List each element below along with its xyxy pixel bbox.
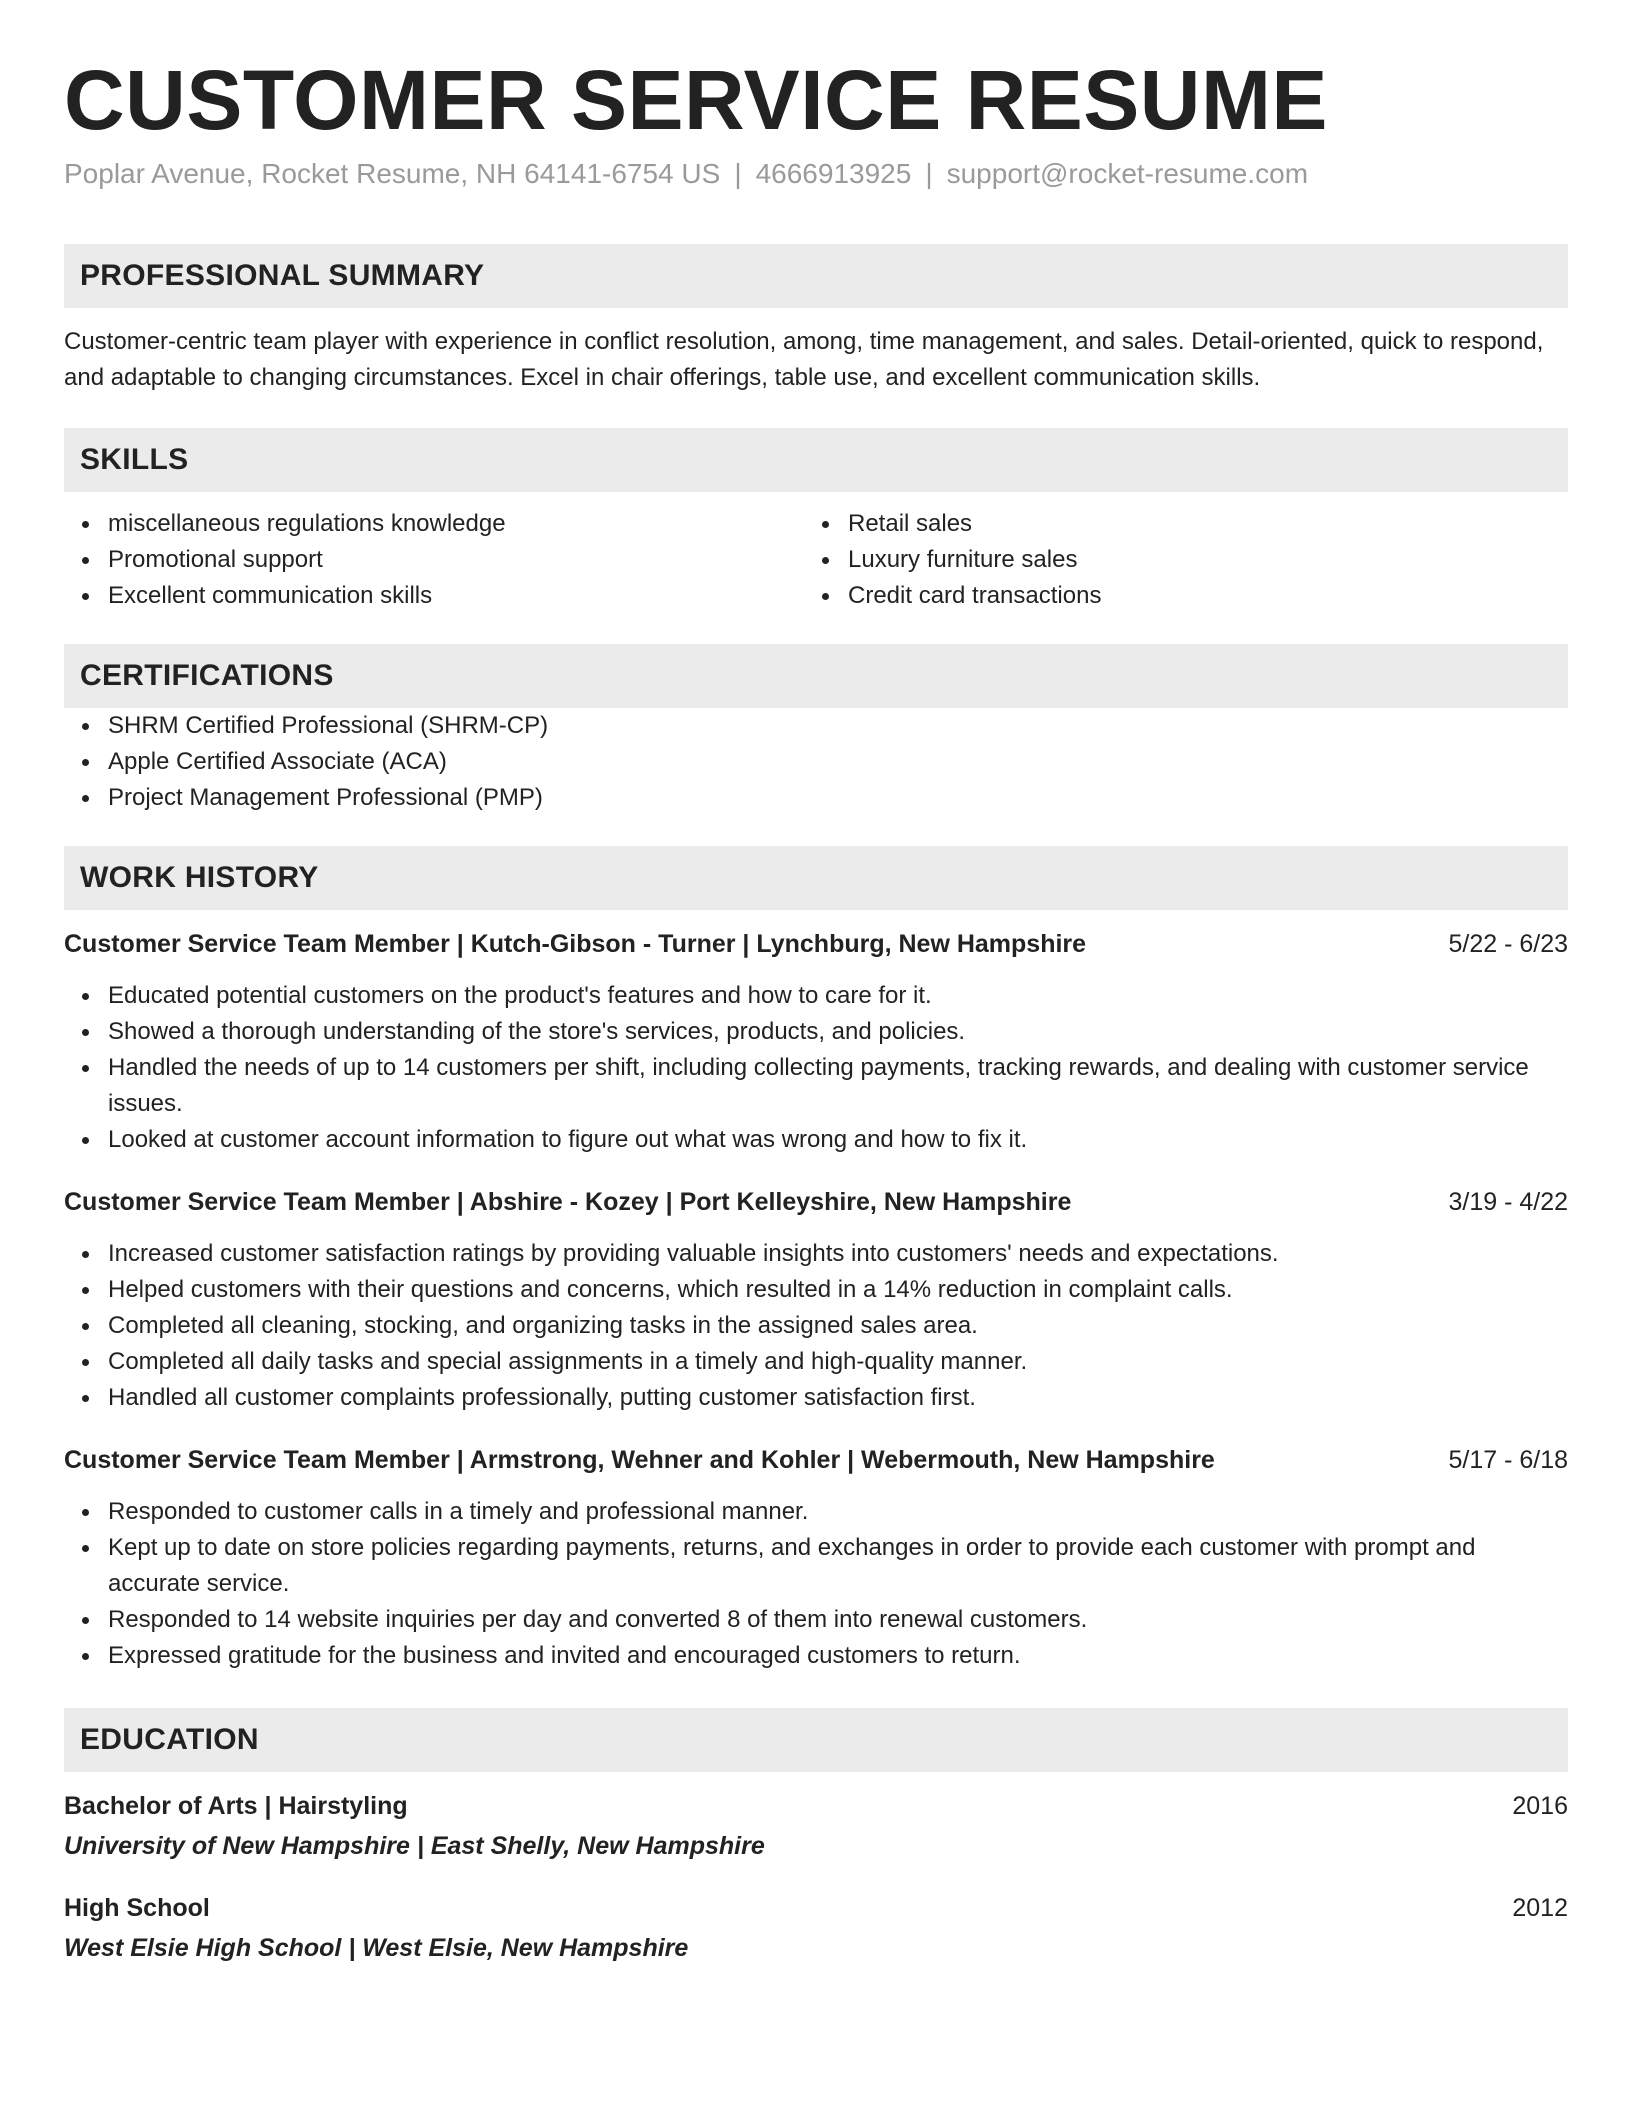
education-degree: High School [64,1893,210,1922]
skills-heading: SKILLS [64,428,1568,492]
education-year: 2012 [1512,1893,1568,1922]
job-dates: 5/22 - 6/23 [1448,929,1568,958]
skills-grid [64,506,1568,614]
job-bullet: Completed all daily tasks and special assignments in a timely and high-quality manner. [108,1344,1568,1380]
certification-item: Project Management Professional (PMP) [108,780,1568,816]
summary-text: Customer-centric team player with experience in conflict resolution, among, time management, and sales. Detail-oriented, quick to respond, and adaptable to changing circumstances. Excel in chair offerings, table use, and excellent communication skills. [64,327,1544,391]
education-degree: Bachelor of Arts | Hairstyling [64,1791,408,1820]
education-school: West Elsie High School | West Elsie, New Hampshire [64,1933,689,1962]
education-year: 2016 [1512,1791,1568,1820]
work-history-heading: WORK HISTORY [64,846,1568,910]
job-bullet: Handled the needs of up to 14 customers per shift, including collecting payments, tracking rewards, and dealing with customer service issues. [108,1050,1568,1122]
education-header [64,1788,1568,1824]
skill-item: miscellaneous regulations knowledge [108,506,804,542]
job-bullet: Handled all customer complaints professionally, putting customer satisfaction first. [108,1380,1568,1416]
education-entry [64,1890,1568,1966]
skill-item: Retail sales [848,506,1544,542]
job-entry [64,1442,1568,1674]
skill-item: Promotional support [108,542,804,578]
skills-list-right [804,506,1544,614]
job-bullet: Helped customers with their questions and concerns, which resulted in a 14% reduction in complaint calls. [108,1272,1568,1308]
job-title: Customer Service Team Member | Abshire - Kozey | Port Kelleyshire, New Hampshire [64,1187,1072,1216]
job-bullets [64,1494,1568,1674]
education-header [64,1890,1568,1926]
skill-item: Credit card transactions [848,578,1544,614]
skill-item: Luxury furniture sales [848,542,1544,578]
job-bullets [64,978,1568,1158]
education-entry [64,1788,1568,1864]
contact-separator: | [925,158,933,190]
skills-column-left [64,506,804,614]
contact-email: support@rocket-resume.com [946,158,1309,190]
job-dates: 3/19 - 4/22 [1448,1187,1568,1216]
job-bullet: Looked at customer account information to figure out what was wrong and how to fix it. [108,1122,1568,1158]
resume-title: CUSTOMER SERVICE RESUME [64,53,1328,147]
job-entry [64,926,1568,1158]
contact-address: Poplar Avenue, Rocket Resume, NH 64141-6754 US [64,158,721,190]
skills-list-left [64,506,804,614]
job-entry [64,1184,1568,1416]
job-bullets [64,1236,1568,1416]
skill-item: Excellent communication skills [108,578,804,614]
education-school: University of New Hampshire | East Shelly, New Hampshire [64,1831,765,1860]
contact-phone: 4666913925 [755,158,912,190]
contact-separator: | [734,158,742,190]
job-bullet: Responded to 14 website inquiries per day and converted 8 of them into renewal customers. [108,1602,1568,1638]
job-bullet: Showed a thorough understanding of the store's services, products, and policies. [108,1014,1568,1050]
summary-heading: PROFESSIONAL SUMMARY [64,244,1568,308]
certifications-list [64,708,1568,816]
job-dates: 5/17 - 6/18 [1448,1445,1568,1474]
job-header [64,1442,1568,1478]
job-title: Customer Service Team Member | Armstrong, Wehner and Kohler | Webermouth, New Hampshire [64,1445,1215,1474]
contact-line [64,156,1568,192]
job-bullet: Completed all cleaning, stocking, and organizing tasks in the assigned sales area. [108,1308,1568,1344]
job-header [64,926,1568,962]
job-bullet: Educated potential customers on the product's features and how to care for it. [108,978,1568,1014]
job-bullet: Responded to customer calls in a timely and professional manner. [108,1494,1568,1530]
job-header [64,1184,1568,1220]
certification-item: SHRM Certified Professional (SHRM-CP) [108,708,1568,744]
job-bullet: Increased customer satisfaction ratings by providing valuable insights into customers' needs and expectations. [108,1236,1568,1272]
job-title: Customer Service Team Member | Kutch-Gibson - Turner | Lynchburg, New Hampshire [64,929,1087,958]
certification-item: Apple Certified Associate (ACA) [108,744,1568,780]
certifications-heading: CERTIFICATIONS [64,644,1568,708]
skills-column-right [804,506,1544,614]
job-bullet: Kept up to date on store policies regarding payments, returns, and exchanges in order to provide each customer with prompt and accurate service. [108,1530,1568,1602]
education-heading: EDUCATION [64,1708,1568,1772]
job-bullet: Expressed gratitude for the business and invited and encouraged customers to return. [108,1638,1568,1674]
